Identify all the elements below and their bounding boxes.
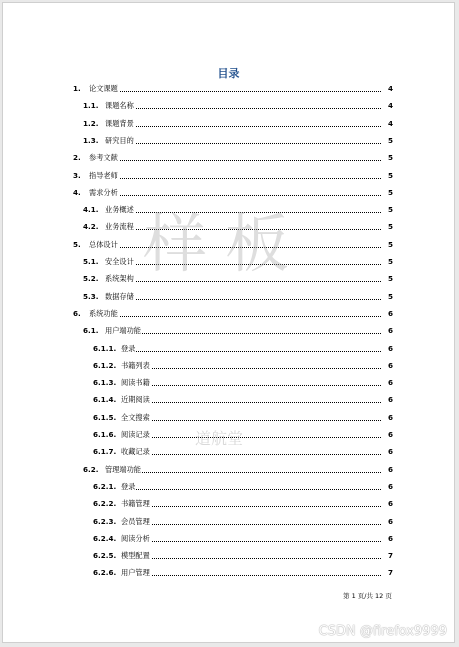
- toc-entry-title: 研究目的: [105, 135, 134, 145]
- toc-entry-number: 5.3.: [83, 291, 99, 301]
- toc-entry-number: 3.: [73, 170, 81, 180]
- toc-page-number: 5: [385, 187, 393, 199]
- toc-entry-title: 全文搜索: [121, 412, 150, 422]
- toc-entry-title: 系统功能: [89, 308, 118, 318]
- toc-entry[interactable]: [3, 256, 454, 268]
- toc-dot-leader: [105, 264, 381, 265]
- toc-dot-leader: [89, 316, 381, 317]
- toc-entry-number: 6.1.6.: [93, 430, 117, 439]
- toc-entry-number: 6.: [73, 308, 81, 318]
- toc-entry-number: 1.1.: [83, 101, 99, 111]
- toc-entry-title: 用户管理: [121, 568, 150, 578]
- toc-entry[interactable]: [3, 446, 454, 458]
- toc-entry-number: 6.2.6.: [93, 568, 117, 578]
- toc-page-number: 5: [385, 291, 393, 303]
- toc-entry[interactable]: [3, 464, 454, 476]
- toc-page-number: 5: [385, 273, 393, 285]
- toc-entry[interactable]: [3, 343, 454, 355]
- toc-page-number: 5: [385, 170, 393, 182]
- toc-entry[interactable]: [3, 429, 454, 441]
- toc-entry[interactable]: [3, 377, 454, 389]
- toc-entry-number: 6.2.3.: [93, 516, 117, 526]
- toc-entry[interactable]: [3, 221, 454, 233]
- toc-dot-leader: [121, 454, 381, 455]
- toc-page-number: 4: [385, 83, 393, 95]
- toc-page-number: 4: [385, 100, 393, 112]
- toc-entry-number: 4.2.: [83, 222, 99, 232]
- toc-entry-title: 课题背景: [105, 118, 134, 128]
- watermark-small-text: 道航堂: [195, 429, 244, 448]
- toc-dot-leader: [121, 506, 381, 507]
- toc-entry-title: 系统架构: [105, 274, 134, 284]
- toc-dot-leader: [121, 351, 381, 352]
- watermark-text: 样板: [143, 208, 307, 282]
- toc-page-number: 7: [385, 567, 393, 579]
- toc-entry-title: 数据存储: [105, 291, 134, 301]
- toc-entry-title: 阅读记录: [121, 430, 150, 439]
- toc-page-number: 6: [385, 377, 393, 389]
- toc-page-number: 5: [385, 239, 393, 251]
- toc-entry-title: 阅读分析: [121, 533, 150, 543]
- toc-dot-leader: [121, 489, 381, 490]
- toc-dot-leader: [105, 333, 381, 334]
- toc-entry-title: 总体设计: [89, 239, 118, 249]
- toc-dot-leader: [105, 299, 381, 300]
- toc-entry[interactable]: [3, 100, 454, 112]
- toc-page-number: 5: [385, 204, 393, 216]
- toc-entry-number: 2.: [73, 153, 81, 163]
- toc-page-number: 6: [385, 446, 393, 458]
- toc-entry-title: 近期阅读: [121, 395, 150, 405]
- toc-dot-leader: [121, 575, 381, 576]
- toc-page-number: 5: [385, 135, 393, 147]
- toc-entry[interactable]: [3, 291, 454, 303]
- toc-entry[interactable]: [3, 412, 454, 424]
- toc-dot-leader: [105, 108, 381, 109]
- toc-entry[interactable]: [3, 152, 454, 164]
- toc-entry-title: 课题名称: [105, 101, 134, 111]
- toc-entry-title: 管理端功能: [105, 464, 141, 474]
- toc-entry[interactable]: [3, 187, 454, 199]
- toc-entry-number: 4.1.: [83, 205, 99, 215]
- toc-entry-number: 6.1.5.: [93, 412, 117, 422]
- toc-page-number: 6: [385, 516, 393, 528]
- toc-page-number: 6: [385, 308, 393, 320]
- toc-entry-title: 阅读书籍: [121, 378, 150, 388]
- toc-entry-number: 6.1.2.: [93, 360, 117, 370]
- toc-entry[interactable]: [3, 325, 454, 337]
- toc-page-number: 6: [385, 394, 393, 406]
- toc-page-number: 4: [385, 118, 393, 130]
- toc-entry-title: 指导老师: [89, 170, 118, 180]
- toc-page-number: 5: [385, 256, 393, 268]
- toc-dot-leader: [121, 420, 381, 421]
- toc-entry-title: 收藏记录: [121, 447, 150, 457]
- toc-page-number: 6: [385, 533, 393, 545]
- toc-entry-title: 会员管理: [121, 516, 150, 526]
- toc-dot-leader: [121, 541, 381, 542]
- toc-dot-leader: [105, 126, 381, 127]
- toc-entry-number: 6.1.7.: [93, 447, 117, 457]
- toc-entry-number: 6.2.5.: [93, 551, 117, 561]
- toc-entry-number: 4.: [73, 187, 81, 197]
- toc-dot-leader: [89, 195, 381, 196]
- toc-page-number: 6: [385, 498, 393, 510]
- toc-entry[interactable]: [3, 118, 454, 130]
- toc-entry[interactable]: [3, 308, 454, 320]
- toc-page-number: 5: [385, 152, 393, 164]
- toc-page-number: 6: [385, 325, 393, 337]
- toc-dot-leader: [105, 472, 381, 473]
- toc-dot-leader: [121, 558, 381, 559]
- toc-entry[interactable]: [3, 170, 454, 182]
- toc-entry[interactable]: [3, 498, 454, 510]
- toc-entry-number: 5.: [73, 239, 81, 249]
- toc-entry-number: 6.1.3.: [93, 378, 117, 388]
- toc-entry[interactable]: [3, 204, 454, 216]
- toc-entry[interactable]: [3, 273, 454, 285]
- toc-dot-leader: [121, 524, 381, 525]
- toc-entry-title: 业务概述: [105, 205, 134, 215]
- toc-dot-leader: [89, 160, 381, 161]
- toc-page-number: 5: [385, 221, 393, 233]
- toc-entry-number: 1.3.: [83, 135, 99, 145]
- toc-entry-title: 用户端功能: [105, 326, 141, 336]
- toc-entry-number: 6.2.: [83, 464, 99, 474]
- toc-entry-number: 6.2.4.: [93, 533, 117, 543]
- toc-entry[interactable]: [3, 550, 454, 562]
- toc-entry-title: 参考文献: [89, 153, 118, 163]
- toc-entry-title: 书籍管理: [121, 499, 150, 509]
- toc-entry-title: 登录: [121, 343, 136, 353]
- toc-entry-number: 6.1.: [83, 326, 99, 336]
- toc-entry[interactable]: [3, 481, 454, 493]
- toc-entry-title: 书籍列表: [121, 360, 150, 370]
- toc-entry-number: 1.2.: [83, 118, 99, 128]
- toc-page-number: 7: [385, 550, 393, 562]
- toc-dot-leader: [121, 437, 381, 438]
- toc-entry[interactable]: [3, 533, 454, 545]
- toc-dot-leader: [105, 281, 381, 282]
- toc-entry-title: 安全设计: [105, 257, 134, 266]
- toc-entry-number: 1.: [73, 84, 81, 93]
- page-footer: 第 1 页/共 12 页: [343, 592, 392, 600]
- toc-dot-leader: [89, 91, 381, 92]
- toc-page-number: 6: [385, 429, 393, 441]
- toc-entry-title: 登录: [121, 481, 136, 491]
- toc-entry[interactable]: [3, 394, 454, 406]
- toc-entry-number: 5.2.: [83, 274, 99, 284]
- toc-entry[interactable]: [3, 239, 454, 251]
- toc-entry-title: 模型配置: [121, 551, 150, 561]
- toc-dot-leader: [121, 402, 381, 403]
- toc-dot-leader: [105, 212, 381, 213]
- toc-page-number: 6: [385, 343, 393, 355]
- toc-entry-title: 需求分析: [89, 187, 118, 197]
- toc-dot-leader: [89, 247, 381, 248]
- toc-entry-number: 6.2.2.: [93, 499, 117, 509]
- toc-dot-leader: [121, 368, 381, 369]
- toc-entry-number: 6.1.4.: [93, 395, 117, 405]
- toc-page-number: 6: [385, 360, 393, 372]
- toc-entry[interactable]: [3, 567, 454, 579]
- toc-entry-number: 6.1.1.: [93, 343, 117, 353]
- toc-dot-leader: [105, 143, 381, 144]
- toc-dot-leader: [89, 178, 381, 179]
- toc-entry-title: 业务流程: [105, 222, 134, 232]
- toc-entry[interactable]: [3, 83, 454, 95]
- toc-page-number: 6: [385, 464, 393, 476]
- toc-entry-number: 6.2.1.: [93, 481, 117, 491]
- toc-page-number: 6: [385, 412, 393, 424]
- document-page: [2, 2, 455, 643]
- toc-dot-leader: [105, 229, 381, 230]
- toc-dot-leader: [121, 385, 381, 386]
- toc-entry[interactable]: [3, 360, 454, 372]
- toc-entry[interactable]: [3, 516, 454, 528]
- page-title: 目录: [217, 67, 240, 80]
- toc-entry-number: 5.1.: [83, 257, 99, 266]
- toc-entry-title: 论文课题: [89, 84, 118, 93]
- toc-page-number: 6: [385, 481, 393, 493]
- site-watermark: CSDN @firefox9999: [318, 624, 447, 639]
- toc-entry[interactable]: [3, 135, 454, 147]
